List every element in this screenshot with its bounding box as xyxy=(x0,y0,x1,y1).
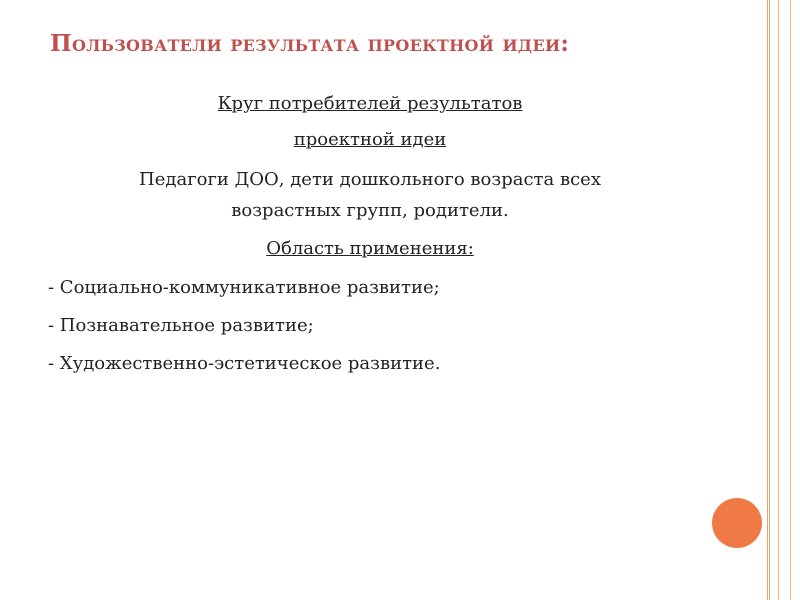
application-item-cognitive: - Познавательное развитие; xyxy=(48,315,314,336)
consumers-heading-line1: Круг потребителей результатов xyxy=(217,93,523,114)
consumers-text-line2: возрастных групп, родители. xyxy=(231,200,509,221)
application-item-social: - Социально-коммуникативное развитие; xyxy=(48,277,440,298)
application-heading: Область применения: xyxy=(266,238,474,259)
consumers-text-line1: Педагоги ДОО, дети дошкольного возраста всех xyxy=(139,169,601,190)
decorative-border-stripes xyxy=(766,0,800,600)
slide-title: Пользователи результата проектной идеи: xyxy=(50,30,570,57)
consumers-heading-line2: проектной идеи xyxy=(293,129,447,150)
application-item-artistic: - Художественно-эстетическое развитие. xyxy=(48,353,441,374)
decorative-circle xyxy=(712,498,762,548)
